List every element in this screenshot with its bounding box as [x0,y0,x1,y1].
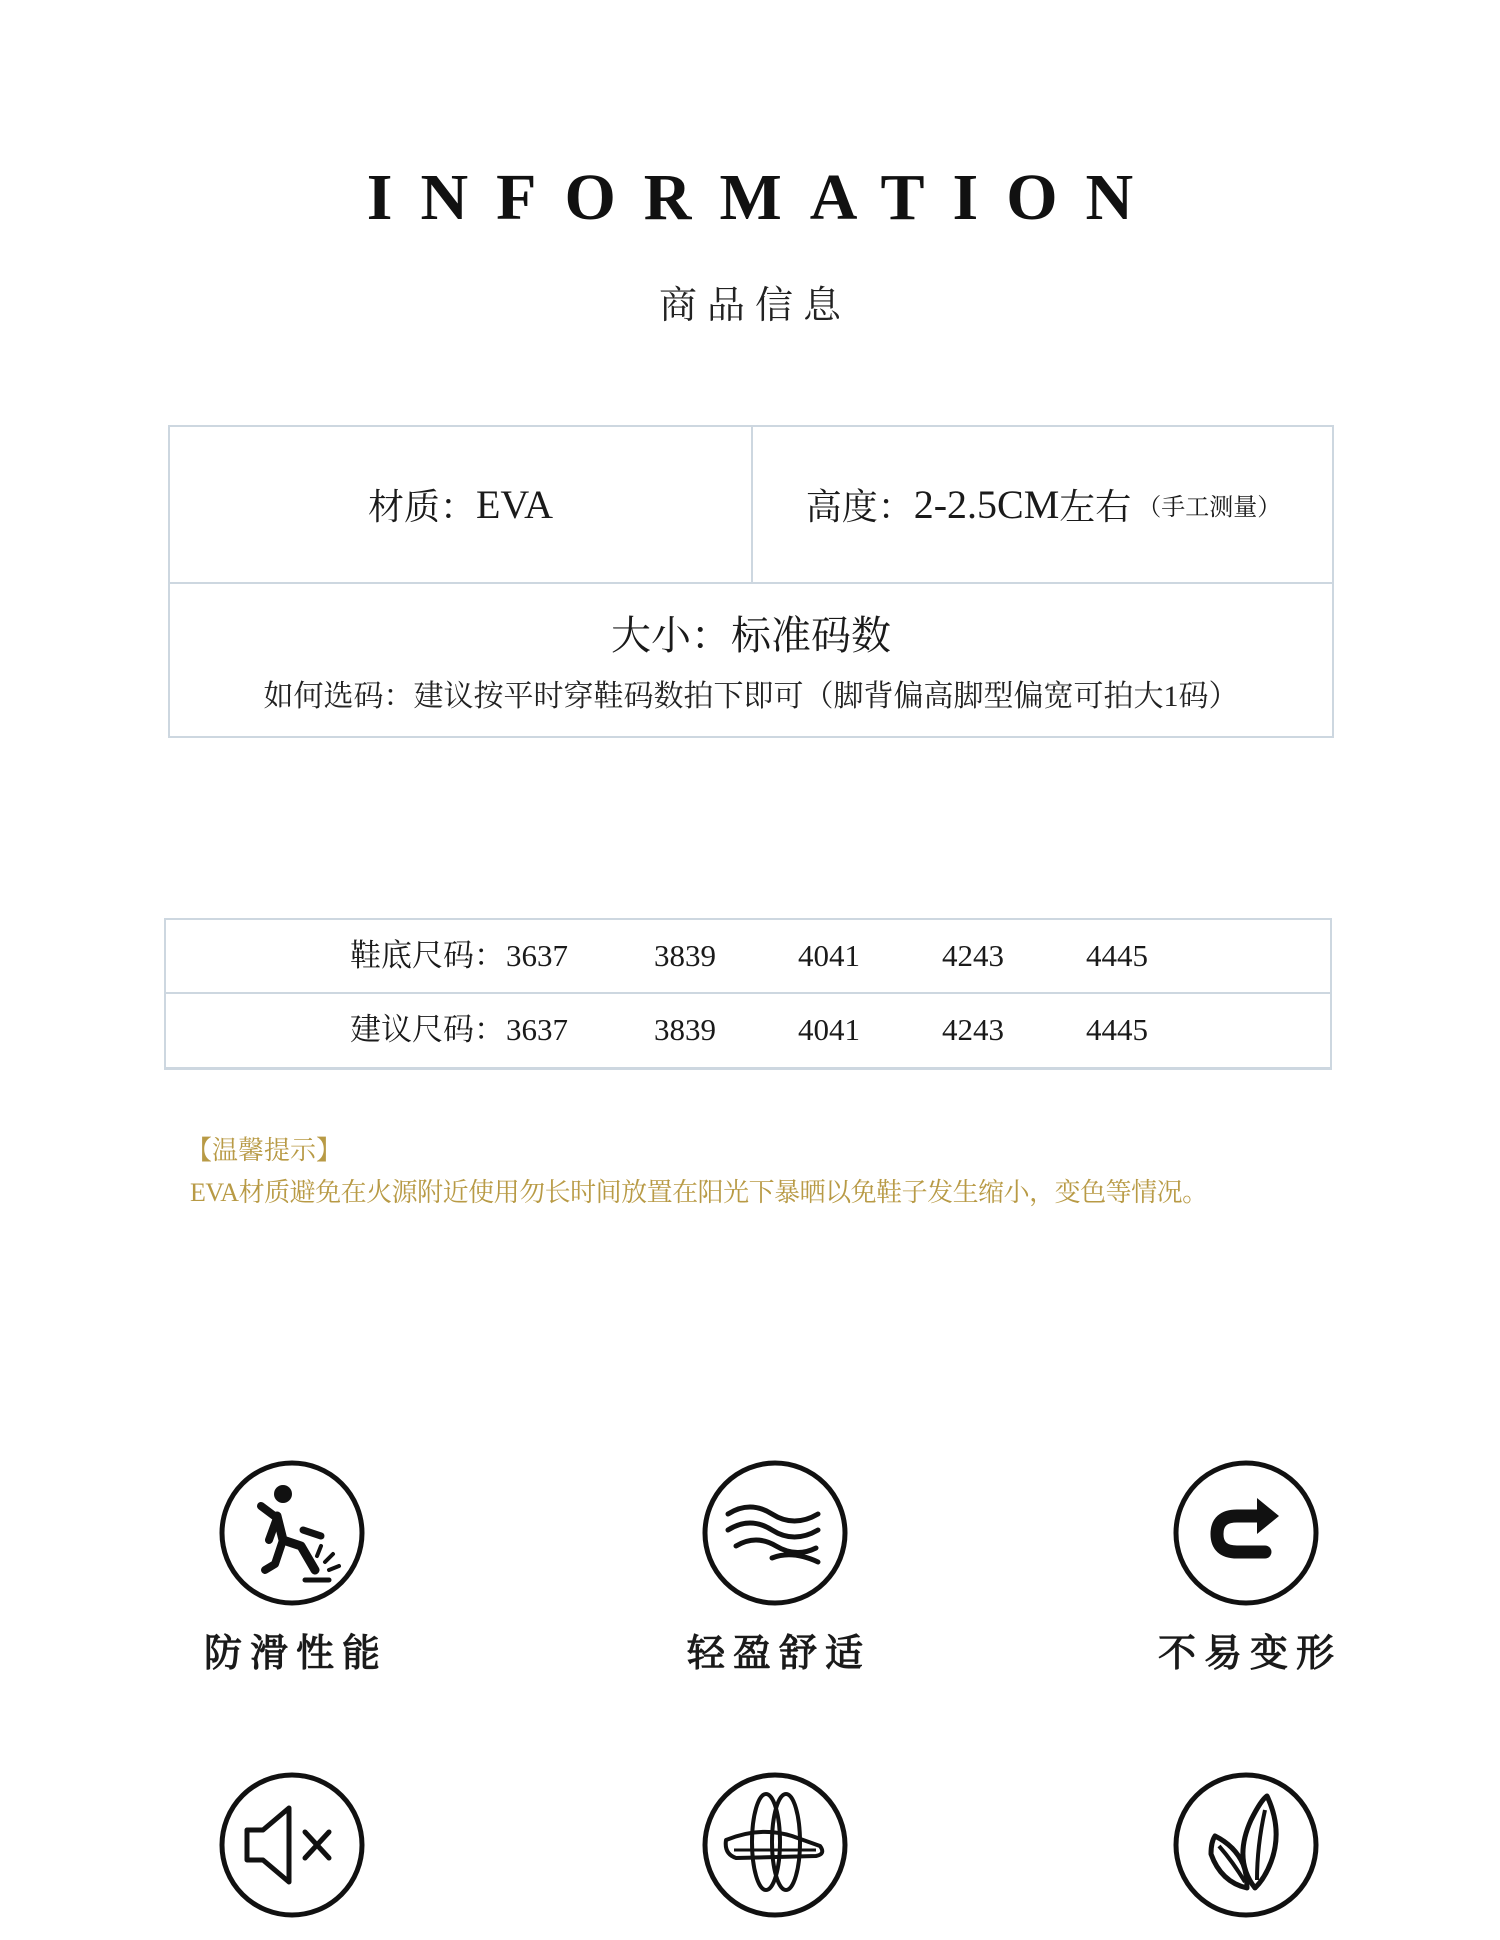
size-value: 4243 [942,1012,1004,1047]
lightweight-wave-icon [700,1458,850,1608]
material-label: 材质： [367,487,476,528]
feature-anti-slip [142,1458,442,1678]
page-subtitle: 商品信息 [658,283,851,327]
feature-label: 不易变形 [1157,1631,1342,1675]
size-value: 4041 [798,938,860,973]
feature-rebound [1096,1458,1396,1678]
eco-leaf-icon [1171,1770,1321,1920]
size-hint [170,677,1332,717]
page-title: INFORMATION [366,161,1162,234]
height-value: 2-2.5CM [913,482,1060,527]
rebound-arrow-icon [1171,1458,1321,1608]
size-hint-num: 1 [1163,680,1179,713]
size-hint-text: 如何选码：建议按平时穿鞋码数拍下即可（脚背偏高脚型偏宽可拍大 [263,679,1164,714]
row-label: 鞋底尺码： [350,938,505,974]
size-value: 4445 [1086,1012,1148,1047]
feature-label: 防滑性能 [203,1631,388,1675]
height-cell [753,427,1334,582]
table-divider [170,582,1332,584]
feature-eco [1096,1770,1396,1940]
size-value: 4445 [1086,938,1148,973]
notice-heading: 【温馨提示】 [186,1136,343,1166]
height-note: （手工测量） [1137,493,1282,521]
size-value: 3637 [506,938,568,973]
size-table [164,918,1332,1070]
feature-flexible [625,1770,925,1940]
table-row [166,920,1330,992]
table-row [166,994,1330,1066]
notice-text [190,1175,1208,1211]
size-value: 4041 [798,1012,860,1047]
height-label: 高度： [805,487,914,528]
size-value: 3839 [654,1012,716,1047]
anti-slip-icon [217,1458,367,1608]
feature-label: 轻盈舒适 [686,1631,871,1675]
feature-lightweight [625,1458,925,1678]
size-value: 3839 [654,938,716,973]
size-value: 3637 [506,1012,568,1047]
size-value: 4243 [942,938,1004,973]
size-hint-end: 码） [1178,679,1239,714]
notice-body: 材质避免在火源附近使用勿长时间放置在阳光下暴晒以免鞋子发生缩小，变色等情况。 [238,1178,1208,1208]
material-cell [170,427,751,582]
notice-prefix: EVA [190,1178,239,1207]
mute-speaker-icon [217,1770,367,1920]
flex-sole-icon [700,1770,850,1920]
info-table [168,425,1334,738]
size-title: 大小：标准码数 [611,613,891,659]
row-label: 建议尺码： [350,1012,505,1048]
feature-mute [142,1770,442,1940]
height-suffix: 左右 [1059,487,1132,528]
material-value: EVA [475,482,554,527]
